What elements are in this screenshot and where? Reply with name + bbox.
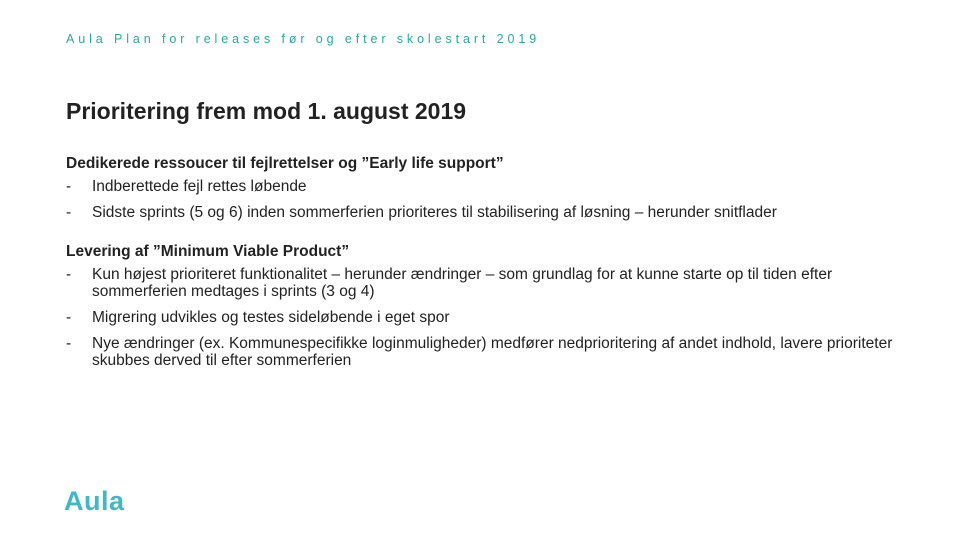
bullet-text: Migrering udvikles og testes sideløbende i eget spor	[92, 309, 450, 326]
bullet-text: Kun højest prioriteret funktionalitet – herunder ændringer – som grundlag for at kunne starte op til tiden efter sommerferien medtages i sprints (3 og 4)	[92, 266, 833, 300]
header-subtitle: Aula Plan for releases før og efter skolestart 2019	[66, 32, 541, 46]
bullet-text: Nye ændringer (ex. Kommunespecifikke loginmuligheder) medfører nedprioritering af andet indhold, lavere prioriteter skubbes derved til efter sommerferien	[92, 335, 893, 369]
section-mvp	[66, 243, 916, 369]
slide-title: Prioritering frem mod 1. august 2019	[66, 98, 467, 124]
bullet-marker: -	[66, 204, 72, 221]
section-heading: Levering af ”Minimum Viable Product”	[66, 243, 350, 260]
aula-logo: Aula	[64, 486, 125, 516]
bullet-item	[66, 204, 916, 221]
bullet-marker: -	[66, 266, 72, 283]
bullet-item	[66, 266, 916, 300]
bullet-text: Sidste sprints (5 og 6) inden sommerferien prioriteres til stabilisering af løsning – herunder snitflader	[92, 204, 777, 221]
bullet-item	[66, 335, 916, 369]
slide-content	[66, 152, 916, 391]
bullet-text: Indberettede fejl rettes løbende	[92, 178, 307, 195]
section-support	[66, 155, 916, 221]
section-heading: Dedikerede ressoucer til fejlrettelser og ”Early life support”	[66, 155, 504, 172]
bullet-item	[66, 178, 916, 195]
bullet-marker: -	[66, 178, 72, 195]
bullet-item	[66, 309, 916, 326]
bullet-marker: -	[66, 335, 72, 352]
bullet-marker: -	[66, 309, 72, 326]
